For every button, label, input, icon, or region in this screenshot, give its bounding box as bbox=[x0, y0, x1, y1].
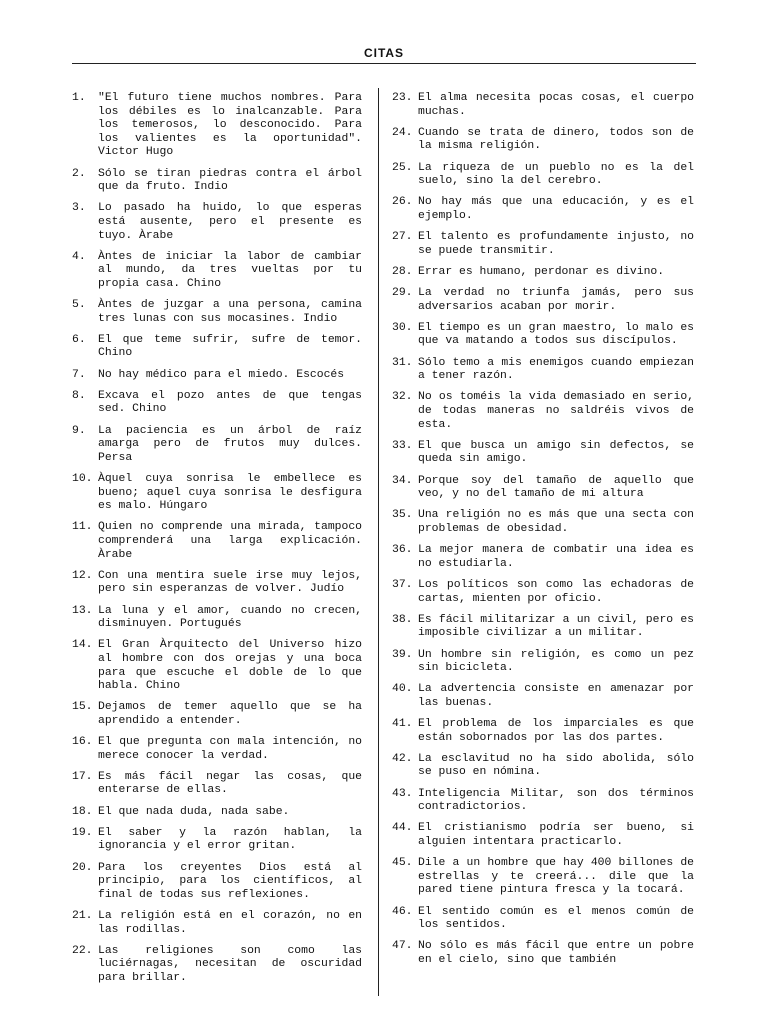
quote-item bbox=[72, 369, 362, 383]
quote-number: 10. bbox=[72, 473, 93, 485]
quote-item bbox=[392, 266, 694, 280]
quote-item bbox=[72, 771, 362, 798]
quote-number: 40. bbox=[392, 683, 413, 696]
quote-text: Los políticos son como las echadoras de cartas, mienten por oficio. bbox=[418, 578, 694, 605]
quote-number: 35. bbox=[392, 509, 413, 522]
quote-item bbox=[392, 649, 694, 676]
quote-text: La esclavitud no ha sido abolida, sólo se puso en nómina. bbox=[418, 752, 694, 779]
quote-text: La advertencia consiste en amenazar por las buenas. bbox=[418, 683, 694, 709]
quote-number: 15. bbox=[72, 701, 93, 714]
quote-item bbox=[392, 231, 694, 258]
quote-item bbox=[392, 822, 694, 849]
quote-number: 43. bbox=[392, 787, 413, 800]
quote-item bbox=[72, 299, 362, 326]
quote-item bbox=[72, 639, 362, 693]
quote-item bbox=[72, 862, 362, 903]
quote-item bbox=[392, 683, 694, 710]
quote-number: 23. bbox=[392, 92, 413, 104]
quote-number: 20. bbox=[72, 861, 93, 874]
quote-item bbox=[72, 605, 362, 632]
quote-item bbox=[72, 390, 362, 417]
quote-item bbox=[72, 92, 362, 160]
quote-number: 14. bbox=[72, 639, 93, 652]
quote-text: No hay más que una educación, y es el ejemplo. bbox=[418, 196, 694, 222]
quote-number: 26. bbox=[392, 196, 413, 209]
quote-number: 28. bbox=[392, 265, 413, 278]
quote-item bbox=[72, 334, 362, 361]
quote-text: Una religión no es más que una secta con problemas de obesidad. bbox=[418, 509, 694, 535]
quote-text: La verdad no triunfa jamás, pero sus adversarios acaban por morir. bbox=[418, 287, 694, 313]
quote-number: 34. bbox=[392, 474, 413, 487]
quote-item bbox=[392, 391, 694, 432]
quote-item bbox=[72, 521, 362, 562]
quote-text: Lo pasado ha huido, lo que esperas está ausente, pero el presente es tuyo. Àrabe bbox=[98, 202, 362, 242]
quote-number: 16. bbox=[72, 736, 93, 749]
quote-number: 24. bbox=[392, 126, 413, 139]
quote-text: La riqueza de un pueblo no es la del suelo, sino la del cerebro. bbox=[418, 161, 694, 188]
quote-item bbox=[392, 718, 694, 745]
quote-item bbox=[72, 251, 362, 292]
quote-text: Sólo se tiran piedras contra el árbol que da fruto. Indio bbox=[98, 167, 362, 194]
quote-item bbox=[72, 570, 362, 597]
quote-text: La mejor manera de combatir una idea es no estudiarla. bbox=[418, 544, 694, 570]
quote-number: 41. bbox=[392, 718, 413, 731]
quote-text: Un hombre sin religión, es como un pez sin bicicleta. bbox=[418, 648, 694, 675]
quote-item bbox=[72, 701, 362, 728]
quote-item bbox=[392, 579, 694, 606]
quote-text: "El futuro tiene muchos nombres. Para los débiles es lo inalcanzable. Para los temerosos, lo desconocido. Para los valientes es la oportunidad". Victor Hugo bbox=[98, 92, 362, 159]
quote-item bbox=[392, 127, 694, 154]
quote-item bbox=[72, 827, 362, 854]
quote-text: El Gran Àrquitecto del Universo hizo al hombre con dos orejas y una boca para que escuche el doble de lo que habla. Chino bbox=[98, 639, 362, 693]
quote-number: 47. bbox=[392, 940, 413, 953]
quote-text: Inteligencia Militar, son dos términos contradictorios. bbox=[418, 787, 694, 814]
quote-text: El que teme sufrir, sufre de temor. Chino bbox=[98, 333, 362, 360]
quote-number: 39. bbox=[392, 648, 413, 661]
quote-text: La luna y el amor, cuando no crecen, disminuyen. Portugués bbox=[98, 604, 362, 631]
quote-item bbox=[392, 196, 694, 223]
quote-number: 30. bbox=[392, 321, 413, 334]
quote-text: Dejamos de temer aquello que se ha aprendido a entender. bbox=[98, 701, 362, 727]
quote-number: 22. bbox=[72, 944, 93, 957]
quote-number: 21. bbox=[72, 909, 93, 922]
quote-text: La paciencia es un árbol de raíz amarga pero de frutos muy dulces. Persa bbox=[98, 424, 362, 464]
quote-number: 32. bbox=[392, 391, 413, 404]
quote-number: 37. bbox=[392, 578, 413, 591]
quote-text: Es fácil militarizar a un civil, pero es imposible civilizar a un militar. bbox=[418, 613, 694, 640]
quote-text: El cristianismo podría ser bueno, si alguien intentara practicarlo. bbox=[418, 822, 694, 848]
quote-text: Excava el pozo antes de que tengas sed. Chino bbox=[98, 389, 362, 416]
quote-item bbox=[392, 509, 694, 536]
quotes-column-left bbox=[72, 92, 362, 993]
quote-item bbox=[392, 753, 694, 780]
quote-text: El sentido común es el menos común de los sentidos. bbox=[418, 905, 694, 932]
quote-number: 9. bbox=[72, 424, 86, 437]
quote-number: 8. bbox=[72, 389, 86, 402]
quote-item bbox=[72, 806, 362, 820]
quote-text: No os toméis la vida demasiado en serio, de todas maneras no saldréis vivos de esta. bbox=[418, 391, 694, 431]
quote-text: Para los creyentes Dios está al principio, para los científicos, al final de todas sus reflexiones. bbox=[98, 861, 362, 901]
quote-number: 25. bbox=[392, 161, 413, 174]
quote-number: 2. bbox=[72, 167, 86, 180]
quote-number: 1. bbox=[72, 92, 86, 104]
quote-text: Es más fácil negar las cosas, que enterarse de ellas. bbox=[98, 770, 362, 797]
quote-number: 31. bbox=[392, 356, 413, 369]
quote-text: El que nada duda, nada sabe. bbox=[98, 805, 290, 818]
quote-number: 17. bbox=[72, 770, 93, 783]
header-divider bbox=[72, 63, 696, 64]
quote-number: 18. bbox=[72, 805, 93, 818]
quote-number: 6. bbox=[72, 333, 86, 346]
page-title: CITAS bbox=[363, 46, 405, 60]
quote-number: 36. bbox=[392, 544, 413, 557]
quote-text: Sólo temo a mis enemigos cuando empiezan a tener razón. bbox=[418, 356, 694, 383]
quote-number: 27. bbox=[392, 231, 413, 244]
quote-item bbox=[72, 473, 362, 514]
quote-item bbox=[392, 857, 694, 898]
quote-number: 4. bbox=[72, 250, 86, 263]
quote-item bbox=[392, 544, 694, 571]
quote-item bbox=[72, 736, 362, 763]
quote-text: El saber y la razón hablan, la ignorancia y el error gritan. bbox=[98, 826, 362, 853]
quote-number: 42. bbox=[392, 752, 413, 765]
quote-text: No sólo es más fácil que entre un pobre en el cielo, sino que también bbox=[418, 940, 694, 966]
quote-number: 45. bbox=[392, 857, 413, 870]
quote-item bbox=[392, 788, 694, 815]
quote-text: Las religiones son como las luciérnagas, necesitan de oscuridad para brillar. bbox=[98, 944, 362, 984]
quote-number: 5. bbox=[72, 299, 86, 312]
quote-item bbox=[72, 168, 362, 195]
quote-text: La religión está en el corazón, no en las rodillas. bbox=[98, 909, 362, 936]
quote-text: El que pregunta con mala intención, no merece conocer la verdad. bbox=[98, 736, 362, 762]
quote-number: 12. bbox=[72, 569, 93, 582]
quote-number: 46. bbox=[392, 905, 413, 918]
quote-text: Cuando se trata de dinero, todos son de la misma religión. bbox=[418, 126, 694, 153]
quote-item bbox=[392, 357, 694, 384]
quote-number: 3. bbox=[72, 202, 86, 215]
quote-item bbox=[392, 92, 694, 119]
quote-item bbox=[72, 425, 362, 466]
quote-number: 38. bbox=[392, 613, 413, 626]
quote-text: No hay médico para el miedo. Escocés bbox=[98, 368, 345, 381]
quote-item bbox=[72, 910, 362, 937]
quote-item bbox=[392, 322, 694, 349]
quote-text: El problema de los imparciales es que están sobornados por las dos partes. bbox=[418, 718, 694, 744]
quote-text: Quien no comprende una mirada, tampoco comprenderá una larga explicación. Àrabe bbox=[98, 521, 362, 561]
quote-item bbox=[392, 475, 694, 502]
quote-text: Porque soy del tamaño de aquello que veo, y no del tamaño de mi altura bbox=[418, 474, 694, 501]
quote-number: 19. bbox=[72, 826, 93, 839]
quote-number: 29. bbox=[392, 287, 413, 300]
quote-item bbox=[392, 614, 694, 641]
quote-number: 11. bbox=[72, 521, 93, 534]
quote-text: El alma necesita pocas cosas, el cuerpo muchas. bbox=[418, 92, 694, 118]
quote-text: Dile a un hombre que hay 400 billones de estrellas y te creerá... dile que la pared tiene pintura fresca y la tocará. bbox=[418, 857, 694, 897]
quote-text: Àntes de iniciar la labor de cambiar al mundo, da tres vueltas por tu propia casa. Chino bbox=[98, 250, 362, 290]
quote-text: El talento es profundamente injusto, no se puede transmitir. bbox=[418, 231, 694, 257]
quote-text: Con una mentira suele irse muy lejos, pero sin esperanzas de volver. Judío bbox=[98, 569, 362, 596]
quote-item bbox=[392, 906, 694, 933]
quote-item bbox=[392, 940, 694, 967]
quote-number: 44. bbox=[392, 822, 413, 835]
column-divider bbox=[378, 88, 379, 996]
quote-text: El que busca un amigo sin defectos, se queda sin amigo. bbox=[418, 439, 694, 466]
quote-item bbox=[392, 162, 694, 189]
quote-item bbox=[72, 202, 362, 243]
quote-number: 7. bbox=[72, 368, 86, 381]
quotes-column-right bbox=[392, 92, 694, 975]
quote-number: 33. bbox=[392, 439, 413, 452]
quote-text: Errar es humano, perdonar es divino. bbox=[418, 265, 665, 278]
quote-text: Àntes de juzgar a una persona, camina tres lunas con sus mocasines. Indio bbox=[98, 299, 362, 325]
quote-text: Àquel cuya sonrisa le embellece es bueno; aquel cuya sonrisa le desfigura es malo. Húngaro bbox=[98, 473, 362, 513]
quote-number: 13. bbox=[72, 604, 93, 617]
quote-text: El tiempo es un gran maestro, lo malo es que va matando a todos sus discípulos. bbox=[418, 321, 694, 348]
quote-item bbox=[392, 287, 694, 314]
quote-item bbox=[72, 945, 362, 986]
quote-item bbox=[392, 440, 694, 467]
